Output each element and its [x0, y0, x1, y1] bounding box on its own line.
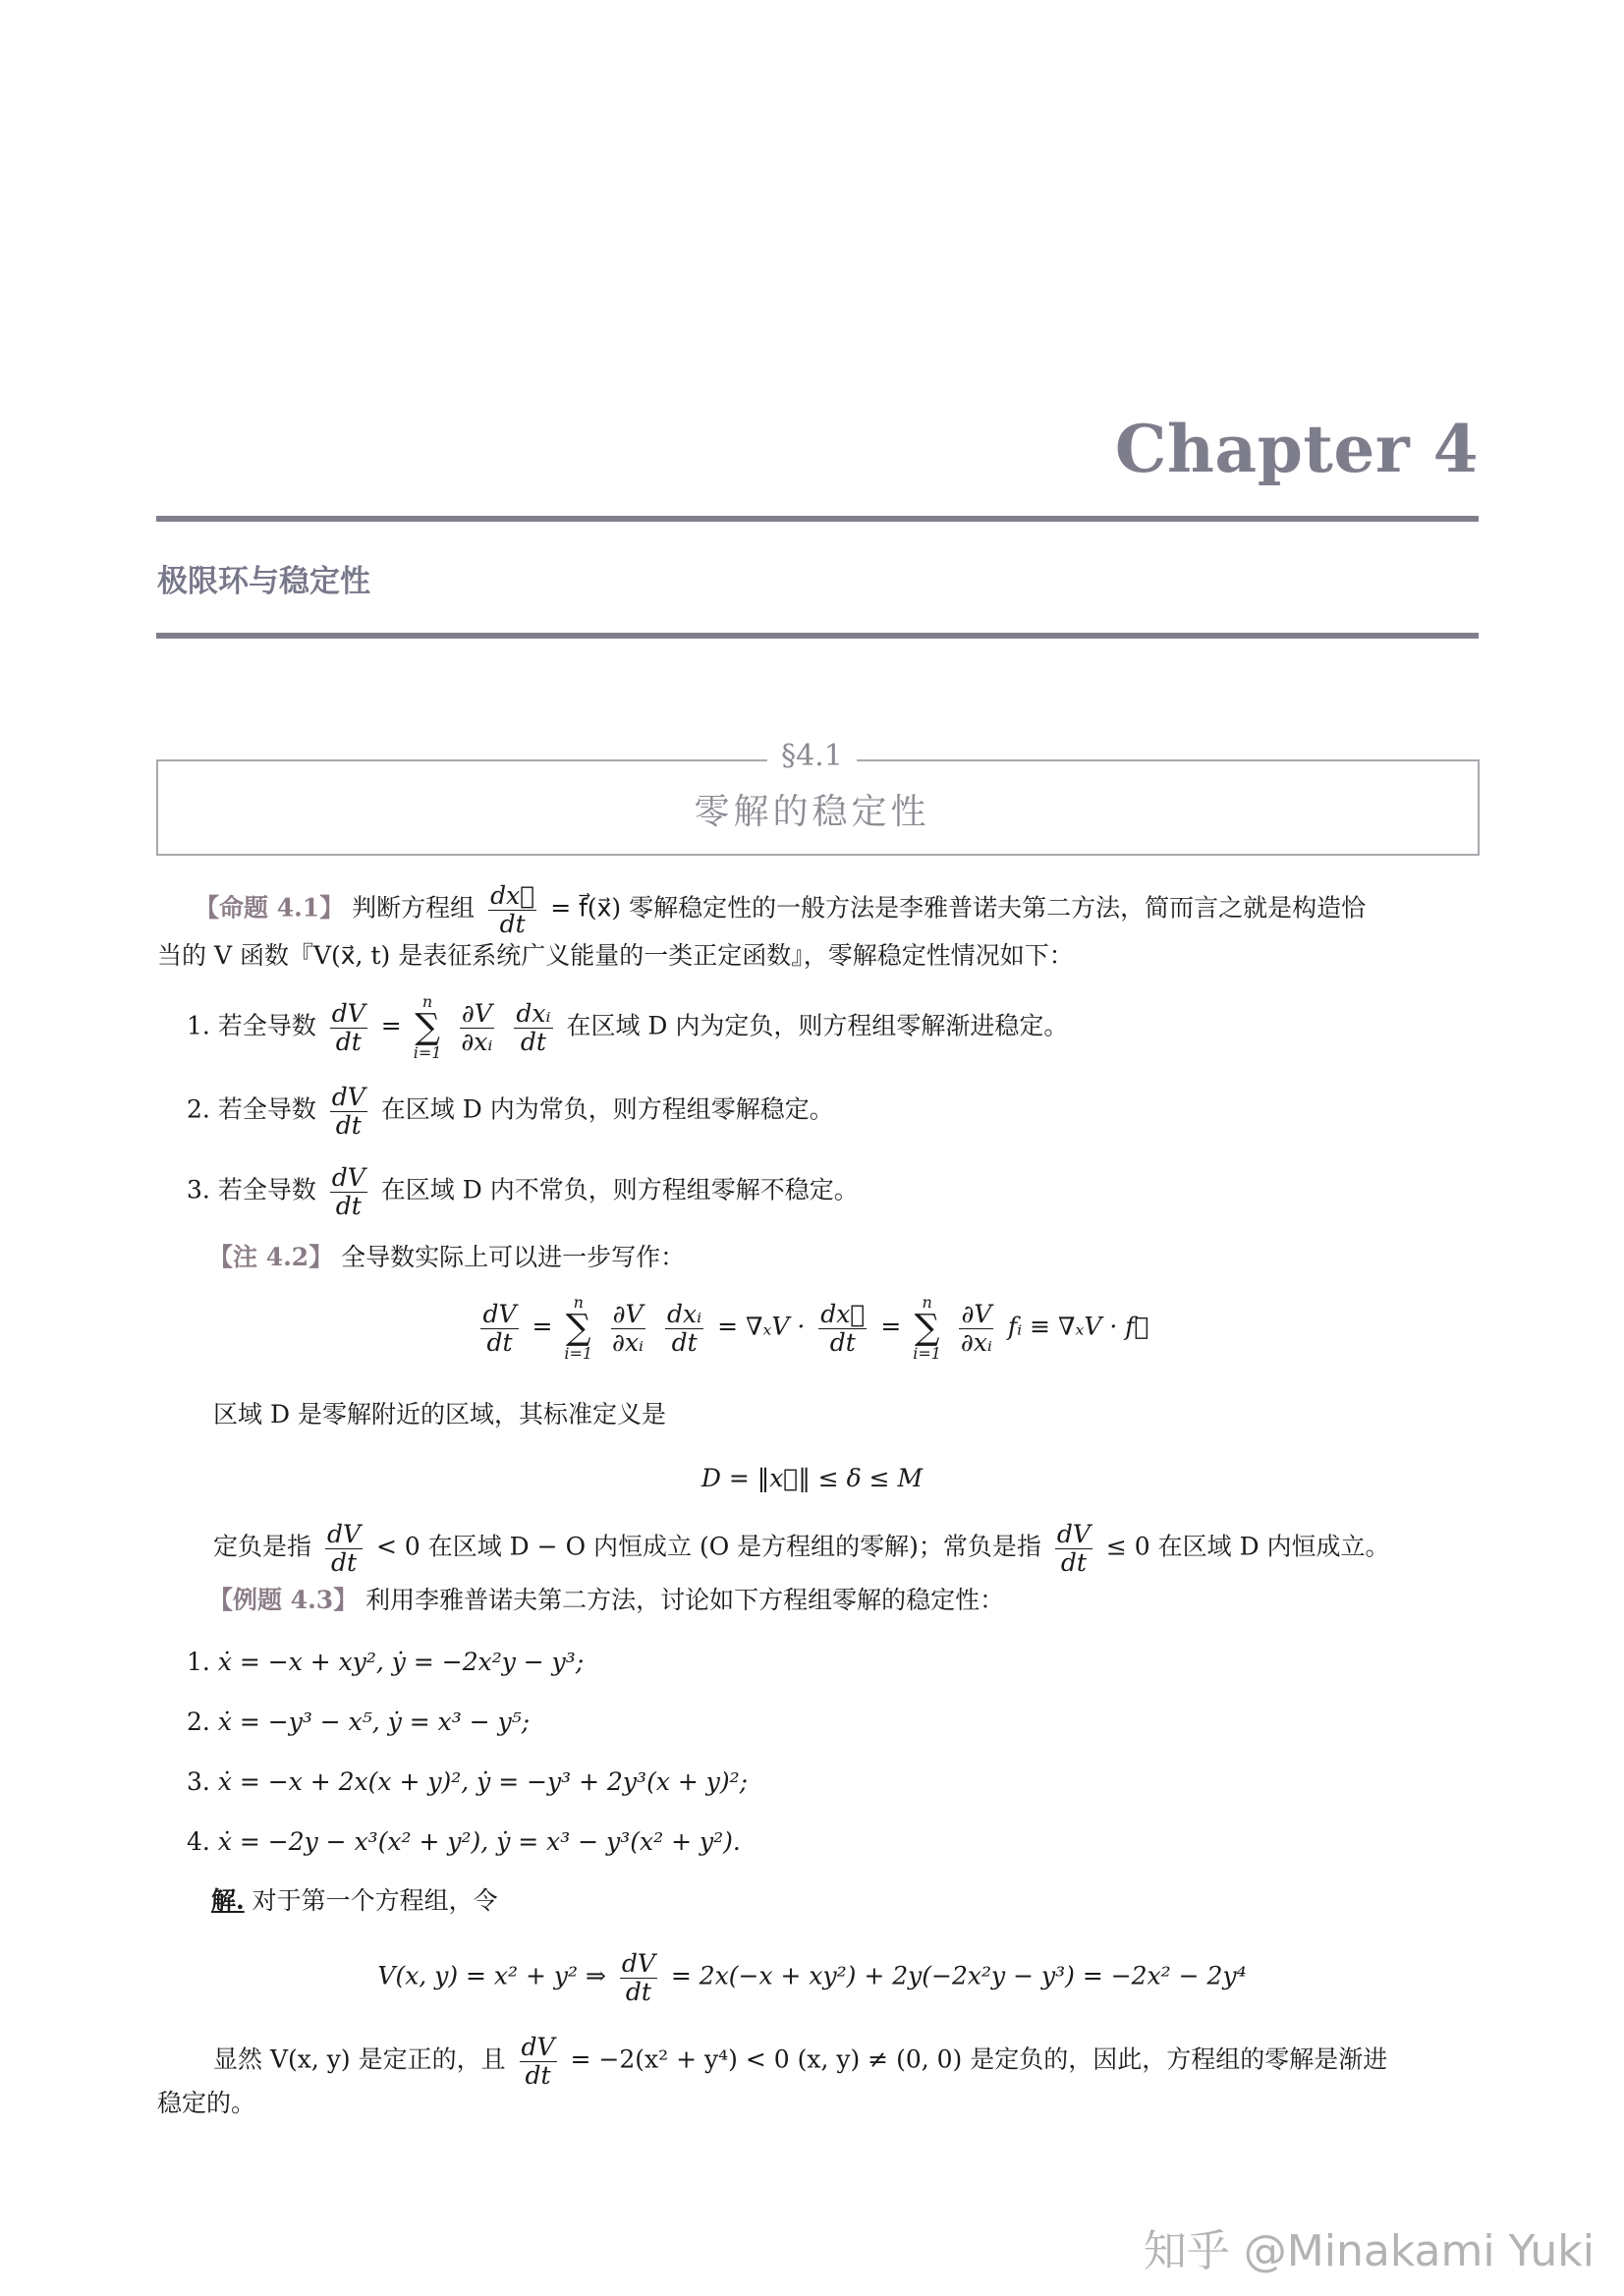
- fraction: $\frac{dV}{dt}$: [331, 999, 365, 1056]
- item-number: 1.: [187, 1011, 210, 1040]
- domain-text: 区域 D 是零解附近的区域，其标准定义是: [213, 1400, 666, 1428]
- chapter-subtitle: 极限环与稳定性: [157, 564, 370, 599]
- text: < 0 在区域 D − O 内恒成立 (O 是方程组的零解)；常负是指: [375, 1532, 1041, 1561]
- text: ≤ 0 在区域 D 内恒成立。: [1105, 1532, 1390, 1561]
- fraction: $\frac{\text{dxᵢ}}{dt}$: [516, 999, 551, 1056]
- fraction: $\frac{dV}{dt}$: [331, 1083, 365, 1140]
- section-title: 零解的稳定性: [694, 792, 930, 832]
- text: 若全导数: [217, 1011, 316, 1040]
- example-line: [208, 1586, 1004, 1615]
- text: 在区域 D 内不常负，则方程组零解不稳定。: [380, 1175, 859, 1204]
- text: 定负是指: [213, 1532, 312, 1561]
- text: 若全导数: [217, 1094, 316, 1124]
- text: 若全导数: [217, 1175, 316, 1204]
- solution-label: 解.: [211, 1886, 245, 1915]
- proposition-line-2: 当的 V 函数『V(x⃗, t) 是表征系统广义能量的一类正定函数』，零解稳定性情况如下：: [157, 941, 1074, 970]
- example-tag: 【例题 4.3】: [208, 1586, 359, 1614]
- watermark: 知乎 @Minakami Yuki: [1143, 2226, 1595, 2276]
- example-item: 1. ẋ = −x + xy², ẏ = −2x²y − y³;: [187, 1648, 585, 1676]
- text: = f⃗(x⃗) 零解稳定性的一般方法是李雅普诺夫第二方法，简而言之就是构造恰: [550, 893, 1367, 923]
- definition-line: 定负是指 $\frac{dV}{dt}$ < 0 在区域 D − O 内恒成立 (O 是方程组的零解)；常负是指 $\frac{dV}{dt}$ ≤ 0 在区域 D 内恒成立。: [213, 1520, 1390, 1577]
- text: 判断方程组: [352, 893, 476, 923]
- list-item: [187, 1084, 834, 1139]
- fraction: $\frac{dV}{dt}$: [331, 1163, 365, 1220]
- text: 全导数实际上可以进一步写作：: [341, 1243, 686, 1271]
- text: 对于第一个方程组，令: [252, 1886, 498, 1915]
- fraction: $\frac{\partial V}{\text{∂xᵢ}}$: [461, 999, 493, 1056]
- note-line: [208, 1243, 685, 1272]
- chapter-top-rule: [156, 516, 1479, 522]
- note-equation: $\frac{dV}{dt}$ = n ∑ i=1 $\frac{\partial V}{\text{∂xᵢ}}$ $\frac{\text{dxᵢ}}{dt}$ = ∇ₓV · $\frac{dx⃗}{dt}$ = n ∑ i=1 $\frac{\partial V}{\text{∂xᵢ}}$ fᵢ ≡ ∇ₓV · f⃗: [482, 1293, 1149, 1363]
- solution-line: [211, 1886, 498, 1916]
- summation: n ∑ i=1: [413, 992, 442, 1062]
- chapter-bottom-rule: [156, 633, 1479, 639]
- fraction: $\frac{dx⃗}{dt}$: [490, 881, 535, 938]
- item-number: 2.: [187, 1094, 210, 1124]
- list-item: [187, 1164, 859, 1219]
- conclusion-line-2: 稳定的。: [157, 2089, 256, 2117]
- example-item: 4. ẋ = −2y − x³(x² + y²), ẏ = x³ − y³(x² + y²).: [187, 1827, 741, 1856]
- text: =: [380, 1011, 410, 1040]
- chapter-title: Chapter 4: [1114, 411, 1479, 487]
- proposition-tag: 【命题 4.1】: [195, 893, 345, 923]
- text: 在区域 D 内为常负，则方程组零解稳定。: [380, 1094, 834, 1124]
- solution-equation: V(x, y) = x² + y² ⇒ $\frac{dV}{dt}$ = 2x(−x + xy²) + 2y(−2x²y − y³) = −2x² − 2y⁴: [377, 1949, 1247, 2006]
- list-item: [187, 994, 1068, 1061]
- domain-equation: D = ‖x⃗‖ ≤ δ ≤ M: [700, 1464, 924, 1492]
- conclusion-line: 显然 V(x, y) 是定正的，且 $\frac{dV}{dt}$ = −2(x² + y⁴) < 0 (x, y) ≠ (0, 0) 是定负的，因此，方程组的零解是渐进: [213, 2033, 1388, 2090]
- text: 利用李雅普诺夫第二方法，讨论如下方程组零解的稳定性：: [365, 1586, 1005, 1614]
- text: = −2(x² + y⁴) < 0 (x, y) ≠ (0, 0) 是定负的，因此，方程组的零解是渐进: [570, 2044, 1388, 2074]
- section-number: §4.1: [0, 739, 1624, 773]
- text: 在区域 D 内为定负，则方程组零解渐进稳定。: [566, 1011, 1069, 1040]
- example-item: 3. ẋ = −x + 2x(x + y)², ẏ = −y³ + 2y³(x + y)²;: [187, 1767, 749, 1796]
- item-number: 3.: [187, 1175, 210, 1204]
- text: 显然 V(x, y) 是定正的，且: [213, 2044, 506, 2074]
- proposition-line-1: [195, 882, 1366, 937]
- note-tag: 【注 4.2】: [208, 1243, 334, 1271]
- example-item: 2. ẋ = −y³ − x⁵, ẏ = x³ − y⁵;: [187, 1708, 531, 1736]
